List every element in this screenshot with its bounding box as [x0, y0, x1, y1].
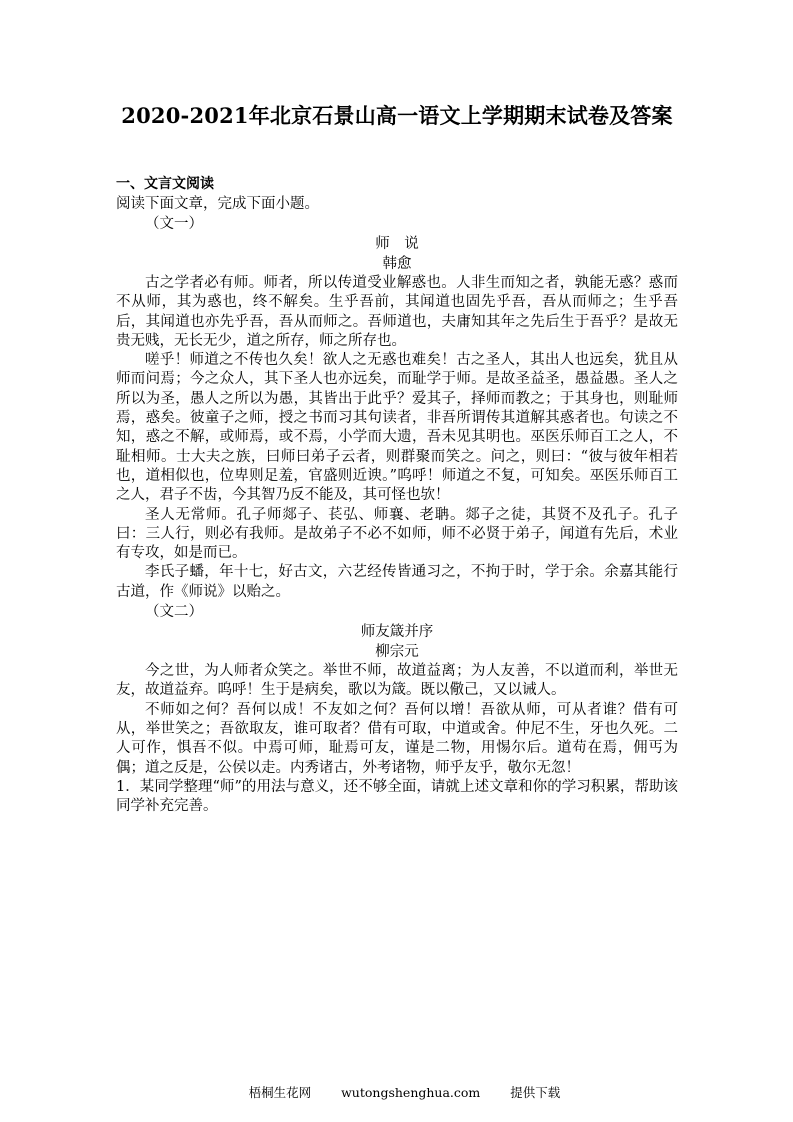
- text-one-paragraph: 嗟乎！师道之不传也久矣！欲人之无惑也难矣！古之圣人，其出人也远矣，犹且从师而问焉；今之众人，其下圣人也亦远矣，而耻学于师。是故圣益圣，愚益愚。圣人之所以为圣，愚人之所以为愚，其皆出于此乎？爱其子，择师而教之；于其身也，则耻师焉，惑矣。彼童子之师，授之书而习其句读者，非吾所谓传其道解其惑者也。句读之不知，惑之不解，或师焉，或不焉，小学而大遗，吾未见其明也。巫医乐师百工之人，不耻相师。士大夫之族，曰师曰弟子云者，则群聚而笑之。问之，则曰：“彼与彼年相若也，道相似也，位卑则足羞，官盛则近谀。”呜呼！师道之不复，可知矣。巫医乐师百工之人，君子不齿，今其智乃反不能及，其可怪也欤！: [116, 352, 678, 504]
- section-heading: 一、文言文阅读: [116, 176, 214, 192]
- text-two-author: 柳宗元: [375, 644, 419, 661]
- instruction-text: 阅读下面文章，完成下面小题。: [116, 196, 319, 212]
- text-two-label: （文二）: [145, 604, 203, 621]
- page-footer: [0, 1068, 793, 1116]
- footer-action: 提供下载: [510, 1085, 561, 1100]
- text-one-author: 韩愈: [382, 256, 412, 272]
- text-two-paragraph: 今之世，为人师者众笑之。举世不师，故道益离；为人友善，不以道而利，举世无友，故道益弃。呜呼！生于是病矣，歌以为箴。既以儆己，又以诫人。: [116, 663, 678, 699]
- footer-site-name: 梧桐生花网: [248, 1085, 312, 1100]
- text-one-title: 师 说: [375, 236, 419, 252]
- text-one-paragraph: 古之学者必有师。师者，所以传道受业解惑也。人非生而知之者，孰能无惑？惑而不从师，其为惑也，终不解矣。生乎吾前，其闻道也固先乎吾，吾从而师之；生乎吾后，其闻道也亦先乎吾，吾从而师之。吾师道也，夫庸知其年之先后生于吾乎？是故无贵无贱，无长无少，道之所存，师之所存也。: [116, 275, 678, 349]
- text-two-paragraph: 不师如之何？吾何以成！不友如之何？吾何以增！吾欲从师，可从者谁？借有可从，举世笑之；吾欲取友，谁可取者？借有可取，中道或舍。仲尼不生，牙也久死。二人可作，惧吾不似。中焉可师，耻焉可友，谨是二物，用惕尔后。道苟在焉，佣丐为偶；道之反是，公侯以走。内秀诸古，外考诸物，师乎友乎，敬尔无忽！: [116, 701, 678, 776]
- footer-url: wutongshenghua.com: [341, 1085, 481, 1100]
- document-content: [116, 0, 678, 816]
- question-item: 1．某同学整理“师”的用法与意义，还不够全面，请就上述文章和你的学习积累，帮助该同学补充完善。: [116, 778, 678, 815]
- text-one-label: （文一）: [145, 216, 203, 232]
- text-one-paragraph: 圣人无常师。孔子师郯子、苌弘、师襄、老聃。郯子之徒，其贤不及孔子。孔子曰：三人行，则必有我师。是故弟子不必不如师，师不必贤于弟子，闻道有先后，术业有专攻，如是而已。: [116, 506, 678, 562]
- text-two-title: 师友箴并序: [360, 624, 434, 641]
- page-title: 2020-2021年北京石景山高一语文上学期期末试卷及答案: [121, 103, 673, 128]
- text-one-paragraph: 李氏子蟠，年十七，好古文，六艺经传皆通习之，不拘于时，学于余。余嘉其能行古道，作《师说》以贻之。: [116, 564, 678, 600]
